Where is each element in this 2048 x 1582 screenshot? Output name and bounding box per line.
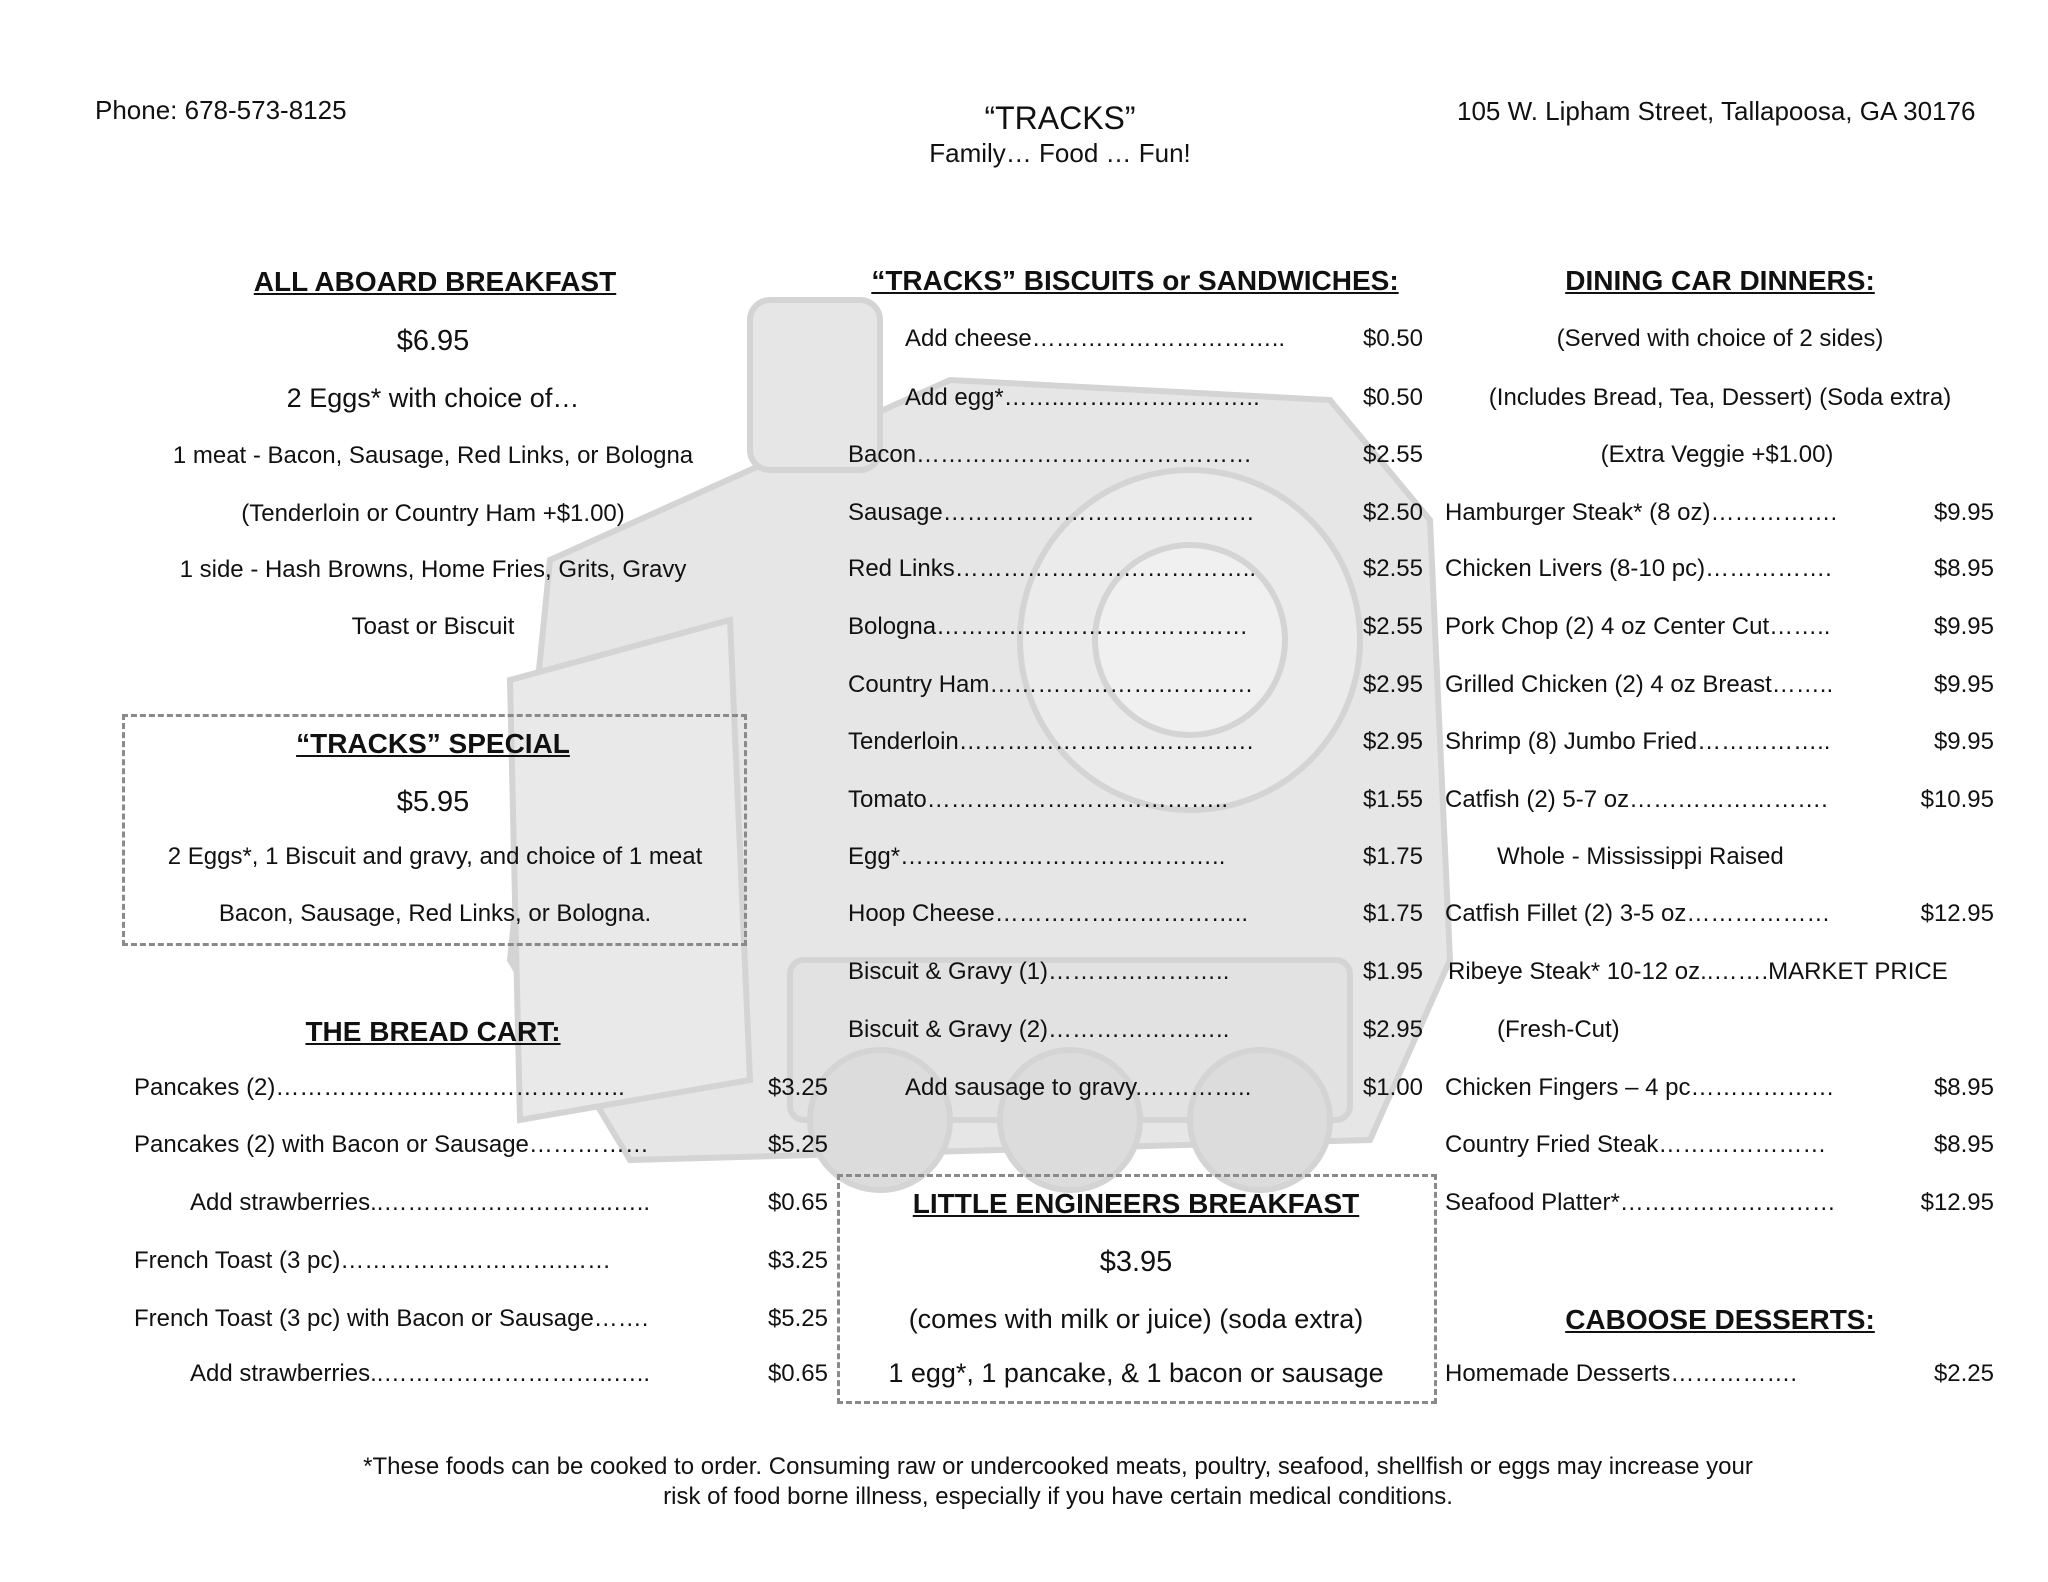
biscuit-item-price: $1.00 bbox=[1362, 1074, 1423, 1101]
biscuit-item-name: Egg*………………………………….. bbox=[848, 843, 1226, 870]
dinner-item-price: $9.95 bbox=[1933, 671, 1994, 698]
tagline: Family… Food … Fun! bbox=[929, 138, 1191, 168]
dinners-note: (Extra Veggie +$1.00) bbox=[1600, 441, 1834, 468]
biscuit-item-name: Red Links……………………………….. bbox=[848, 555, 1257, 582]
address: 105 W. Lipham Street, Tallapoosa, GA 30176 bbox=[1457, 96, 1976, 126]
biscuit-item-price: $0.50 bbox=[1362, 325, 1423, 352]
catfish-note: Whole - Mississippi Raised bbox=[1497, 843, 1784, 870]
biscuit-item-price: $2.95 bbox=[1362, 728, 1423, 755]
special-line: Bacon, Sausage, Red Links, or Bologna. bbox=[218, 900, 652, 927]
dessert-item-price: $2.25 bbox=[1933, 1360, 1994, 1387]
special-title: “TRACKS” SPECIAL bbox=[296, 728, 570, 759]
dinner-item-name: Chicken Fingers – 4 pc……………… bbox=[1445, 1074, 1835, 1101]
dinner-item-name: Pork Chop (2) 4 oz Center Cut…….. bbox=[1445, 613, 1831, 640]
bread-item-price: $0.65 bbox=[767, 1360, 828, 1387]
biscuit-item-name: Bacon…………………………………… bbox=[848, 441, 1253, 468]
biscuit-item-name: Tomato……………………………….. bbox=[848, 786, 1229, 813]
dinner-item-name: Catfish Fillet (2) 3-5 oz……………… bbox=[1445, 900, 1831, 927]
biscuit-item-name: Add egg*……..……..…………….. bbox=[905, 384, 1260, 411]
bread-item-name: Add strawberries..………………………..….. bbox=[190, 1189, 651, 1216]
biscuit-item-price: $2.55 bbox=[1362, 441, 1423, 468]
bread-item-price: $0.65 bbox=[767, 1189, 828, 1216]
biscuit-item-price: $1.75 bbox=[1362, 843, 1423, 870]
breakfast-line: (Tenderloin or Country Ham +$1.00) bbox=[241, 500, 625, 527]
biscuit-item-name: Biscuit & Gravy (1)………………….. bbox=[848, 958, 1230, 985]
bread-item-price: $5.25 bbox=[767, 1131, 828, 1158]
biscuit-item-name: Add cheese………………………….. bbox=[905, 325, 1286, 352]
biscuit-item-price: $1.55 bbox=[1362, 786, 1423, 813]
little-engineers-price: $3.95 bbox=[1099, 1246, 1173, 1278]
dinner-item-name: Hamburger Steak* (8 oz)……………. bbox=[1445, 499, 1838, 526]
biscuit-item-name: Tenderloin………………………………. bbox=[848, 728, 1254, 755]
bread-item-price: $5.25 bbox=[767, 1305, 828, 1332]
bread-item-name: Add strawberries..………………………..….. bbox=[190, 1360, 651, 1387]
biscuit-item-name: Biscuit & Gravy (2)………………….. bbox=[848, 1016, 1230, 1043]
bread-item-name: Pancakes (2) with Bacon or Sausage…………… bbox=[134, 1131, 649, 1158]
special-price: $5.95 bbox=[396, 786, 470, 818]
dinner-item-name: Country Fried Steak………………… bbox=[1445, 1131, 1827, 1158]
biscuit-item-name: Sausage………………………………… bbox=[848, 499, 1255, 526]
biscuits-title: “TRACKS” BISCUITS or SANDWICHES: bbox=[871, 265, 1399, 296]
biscuit-item-price: $1.95 bbox=[1362, 958, 1423, 985]
special-line: 2 Eggs*, 1 Biscuit and gravy, and choice of 1 meat bbox=[167, 843, 703, 870]
biscuit-item-price: $2.95 bbox=[1362, 671, 1423, 698]
desserts-title: CABOOSE DESSERTS: bbox=[1565, 1304, 1875, 1335]
breakfast-price: $6.95 bbox=[396, 325, 470, 357]
biscuit-item-price: $2.50 bbox=[1362, 499, 1423, 526]
dinner-item-name: Catfish (2) 5-7 oz……………………. bbox=[1445, 786, 1828, 813]
biscuit-item-name: Add sausage to gravy.………….. bbox=[905, 1074, 1252, 1101]
dinner-item-name: Shrimp (8) Jumbo Fried…………….. bbox=[1445, 728, 1831, 755]
dinner-item-name: Chicken Livers (8-10 pc)……………. bbox=[1445, 555, 1832, 582]
biscuit-item-price: $2.55 bbox=[1362, 613, 1423, 640]
biscuit-item-name: Hoop Cheese………………………….. bbox=[848, 900, 1249, 927]
bread-cart-title: THE BREAD CART: bbox=[305, 1016, 561, 1047]
ribeye-line: Ribeye Steak* 10-12 oz..…….MARKET PRICE bbox=[1448, 958, 1948, 985]
footer-disclaimer: risk of food borne illness, especially if you have certain medical conditions. bbox=[663, 1483, 1453, 1510]
bread-item-name: Pancakes (2)…………………………………….. bbox=[134, 1074, 625, 1101]
dinner-item-price: $10.95 bbox=[1920, 786, 1994, 813]
biscuit-item-price: $2.95 bbox=[1362, 1016, 1423, 1043]
dinner-item-name: Seafood Platter*……………………… bbox=[1445, 1189, 1836, 1216]
phone-number: Phone: 678-573-8125 bbox=[95, 95, 347, 125]
biscuit-item-price: $1.75 bbox=[1362, 900, 1423, 927]
dinner-item-price: $12.95 bbox=[1920, 900, 1994, 927]
biscuit-item-name: Bologna………………………………… bbox=[848, 613, 1249, 640]
dinners-note: (Served with choice of 2 sides) bbox=[1556, 325, 1884, 352]
page-title: “TRACKS” bbox=[984, 100, 1136, 136]
dinner-item-price: $9.95 bbox=[1933, 728, 1994, 755]
bread-item-name: French Toast (3 pc)……………………….…… bbox=[134, 1247, 611, 1274]
dinner-item-price: $8.95 bbox=[1933, 1074, 1994, 1101]
dinner-item-name: Grilled Chicken (2) 4 oz Breast…….. bbox=[1445, 671, 1834, 698]
breakfast-line: 1 meat - Bacon, Sausage, Red Links, or Bologna bbox=[172, 442, 694, 469]
dinner-item-price: $9.95 bbox=[1933, 613, 1994, 640]
bread-item-price: $3.25 bbox=[767, 1074, 828, 1101]
breakfast-subtitle: 2 Eggs* with choice of… bbox=[286, 383, 580, 413]
dinners-note: (Includes Bread, Tea, Dessert) (Soda extra) bbox=[1488, 384, 1952, 411]
dinner-item-price: $8.95 bbox=[1933, 555, 1994, 582]
footer-disclaimer: *These foods can be cooked to order. Consuming raw or undercooked meats, poultry, seafood, shellfish or eggs may increase your bbox=[363, 1453, 1753, 1480]
bread-item-price: $3.25 bbox=[767, 1247, 828, 1274]
breakfast-line: Toast or Biscuit bbox=[351, 613, 515, 640]
little-engineers-line: (comes with milk or juice) (soda extra) bbox=[908, 1304, 1364, 1334]
bread-item-name: French Toast (3 pc) with Bacon or Sausage……. bbox=[134, 1305, 649, 1332]
biscuit-item-price: $2.55 bbox=[1362, 555, 1423, 582]
biscuit-item-name: Country Ham…………………………… bbox=[848, 671, 1254, 698]
biscuit-item-price: $0.50 bbox=[1362, 384, 1423, 411]
dinners-title: DINING CAR DINNERS: bbox=[1565, 265, 1875, 296]
breakfast-line: 1 side - Hash Browns, Home Fries, Grits, Gravy bbox=[179, 556, 687, 583]
little-engineers-line: 1 egg*, 1 pancake, & 1 bacon or sausage bbox=[888, 1358, 1384, 1388]
little-engineers-title: LITTLE ENGINEERS BREAKFAST bbox=[912, 1188, 1360, 1219]
dinner-item-price: $12.95 bbox=[1920, 1189, 1994, 1216]
dessert-item-name: Homemade Desserts……………. bbox=[1445, 1360, 1798, 1387]
ribeye-note: (Fresh-Cut) bbox=[1497, 1016, 1620, 1043]
dinner-item-price: $8.95 bbox=[1933, 1131, 1994, 1158]
dinner-item-price: $9.95 bbox=[1933, 499, 1994, 526]
breakfast-title: ALL ABOARD BREAKFAST bbox=[253, 266, 617, 297]
